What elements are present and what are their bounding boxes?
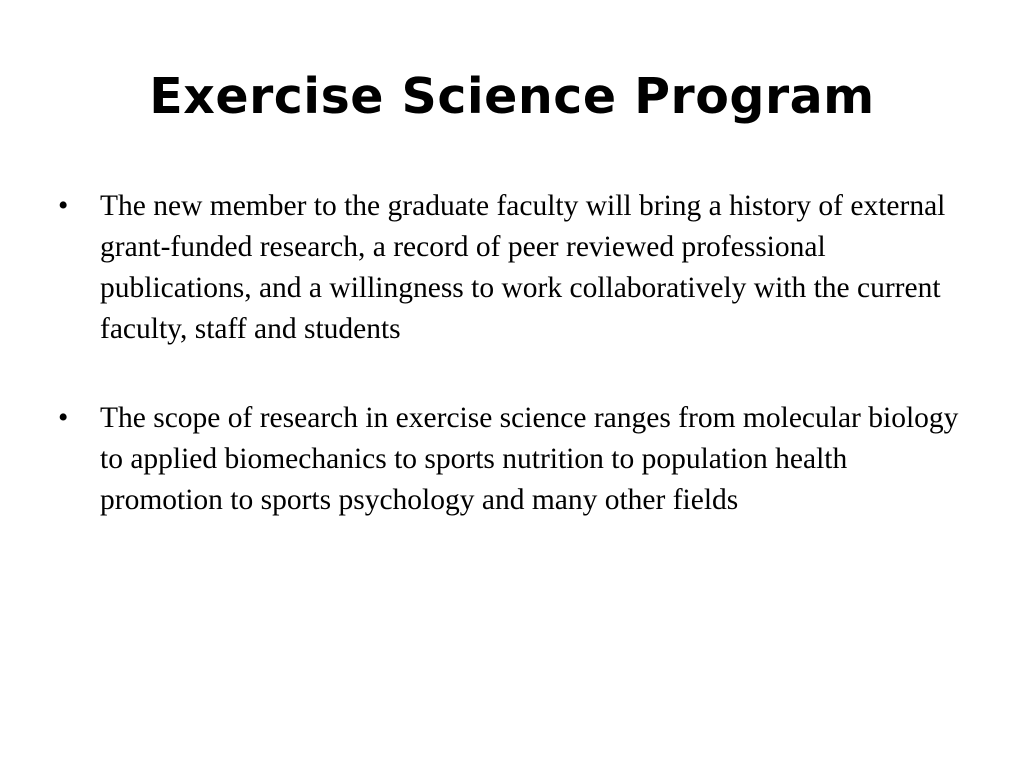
bullet-list <box>58 186 970 569</box>
bullet-text: The new member to the graduate faculty will bring a history of external grant-funded research, a record of peer reviewed professional publications, and a willingness to work collaboratively with the current faculty, staff and students <box>100 190 946 345</box>
bullet-item <box>58 186 970 350</box>
bullet-text: The scope of research in exercise science ranges from molecular biology to applied biomechanics to sports nutrition to population health promotion to sports psychology and many other fields <box>100 402 959 516</box>
bullet-item <box>58 398 970 521</box>
bullet-dot-icon: • <box>58 190 69 222</box>
bullet-dot-icon: • <box>58 402 69 434</box>
slide-title: Exercise Science Program <box>149 68 875 125</box>
